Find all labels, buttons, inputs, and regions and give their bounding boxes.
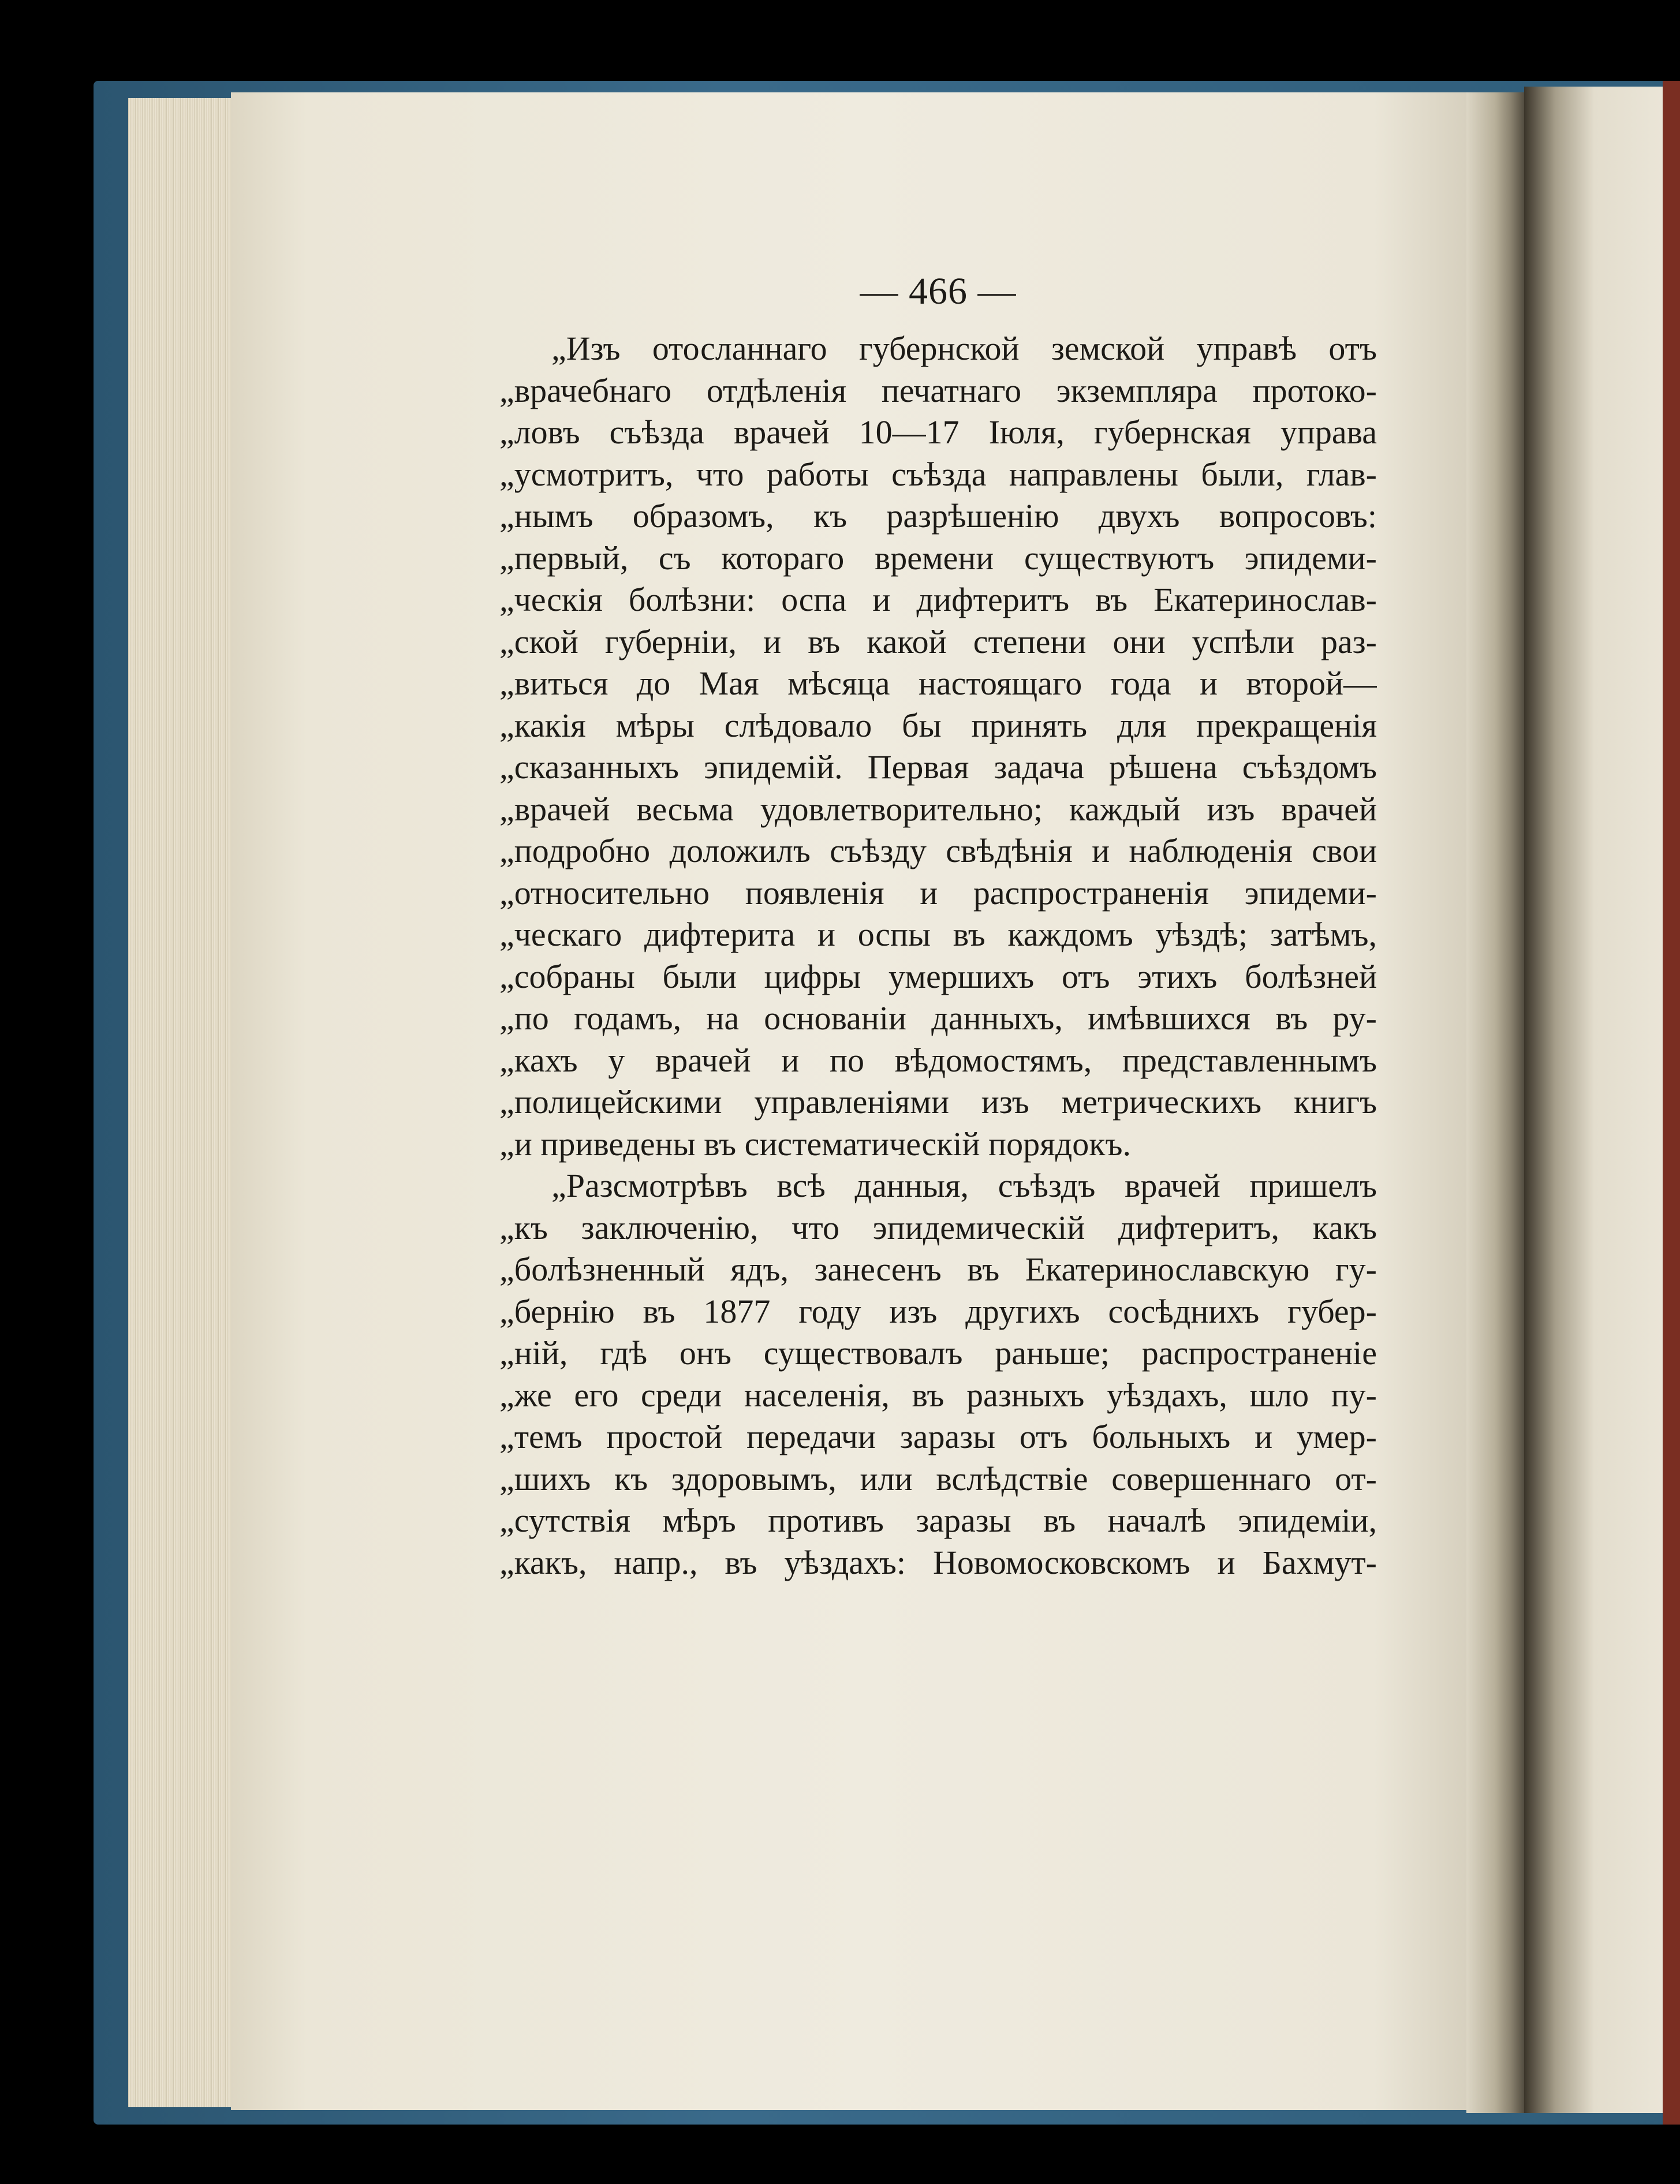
- text-line: „шихъ къ здоровымъ, или вслѣдствіе совершеннаго от-: [499, 1459, 1377, 1498]
- text-line: „кахъ у врачей и по вѣдомостямъ, представленнымъ: [499, 1041, 1377, 1079]
- text-line: „Разсмотрѣвъ всѣ данныя, съѣздъ врачей пришелъ: [551, 1167, 1377, 1204]
- text-line: „первый, съ котораго времени существуютъ эпидеми-: [499, 539, 1377, 577]
- text-line: „ловъ съѣзда врачей 10—17 Іюля, губернская управа: [499, 413, 1377, 451]
- text-line: „бернію въ 1877 году изъ другихъ сосѣднихъ губер-: [499, 1292, 1377, 1330]
- text-line: „ческія болѣзни: оспа и дифтеритъ въ Екатеринослав-: [499, 581, 1377, 618]
- text-line: „темъ простой передачи заразы отъ больныхъ и умер-: [499, 1418, 1377, 1455]
- text-line: „врачебнаго отдѣленія печатнаго экземпляра протоко-: [499, 371, 1377, 409]
- text-line: „Изъ отосланнаго губернской земской управѣ отъ: [551, 330, 1377, 367]
- text-line: „нымъ образомъ, къ разрѣшенію двухъ вопросовъ:: [499, 497, 1377, 535]
- text-line: „къ заключенію, что эпидемическій дифтеритъ, какъ: [499, 1208, 1377, 1246]
- text-line: „относительно появленія и распространенія эпидеми-: [499, 873, 1377, 912]
- text-line: „виться до Мая мѣсяца настоящаго года и второй—: [499, 664, 1377, 702]
- text-line: „полицейскими управленіями изъ метрическихъ книгъ: [499, 1083, 1377, 1121]
- text-line: „усмотритъ, что работы съѣзда направлены были, глав-: [499, 455, 1377, 493]
- text-line: „собраны были цифры умершихъ отъ этихъ болѣзней: [499, 957, 1377, 995]
- text-line: „врачей весьма удовлетворительно; каждый изъ врачей: [499, 790, 1377, 828]
- book-gutter: [1466, 92, 1530, 2113]
- text-line: „по годамъ, на основаніи данныхъ, имѣвшихся въ ру-: [499, 999, 1377, 1037]
- text-line: „ской губерніи, и въ какой степени они успѣли раз-: [499, 622, 1377, 660]
- text-line: „сутствія мѣръ противъ заразы въ началѣ эпидеміи,: [499, 1502, 1377, 1539]
- paragraph-2: [499, 1165, 1377, 1584]
- page-text: [499, 266, 1377, 1584]
- facing-page: [1524, 87, 1680, 2113]
- paragraph-1: [499, 328, 1377, 1165]
- text-line: „ній, гдѣ онъ существовалъ раньше; распространеніе: [499, 1334, 1377, 1372]
- text-line: „сказанныхъ эпидемій. Первая задача рѣшена съѣздомъ: [499, 748, 1377, 786]
- text-line: „какъ, напр., въ уѣздахъ: Новомосковскомъ и Бахмут-: [499, 1543, 1377, 1581]
- text-line: „какія мѣры слѣдовало бы принять для прекращенія: [499, 706, 1377, 744]
- text-line: „подробно доложилъ съѣзду свѣдѣнія и наблюденія свои: [499, 832, 1377, 869]
- page-number: — 466 —: [860, 270, 1017, 312]
- cover-edge: [1663, 81, 1680, 2125]
- text-line: „ческаго дифтерита и оспы въ каждомъ уѣздѣ; затѣмъ,: [499, 916, 1377, 953]
- text-line: „болѣзненный ядъ, занесенъ въ Екатеринославскую гу-: [499, 1250, 1377, 1288]
- text-line: „и приведены въ систематическій порядокъ.: [499, 1125, 1131, 1163]
- text-line: „же его среди населенія, въ разныхъ уѣздахъ, шло пу-: [499, 1376, 1377, 1414]
